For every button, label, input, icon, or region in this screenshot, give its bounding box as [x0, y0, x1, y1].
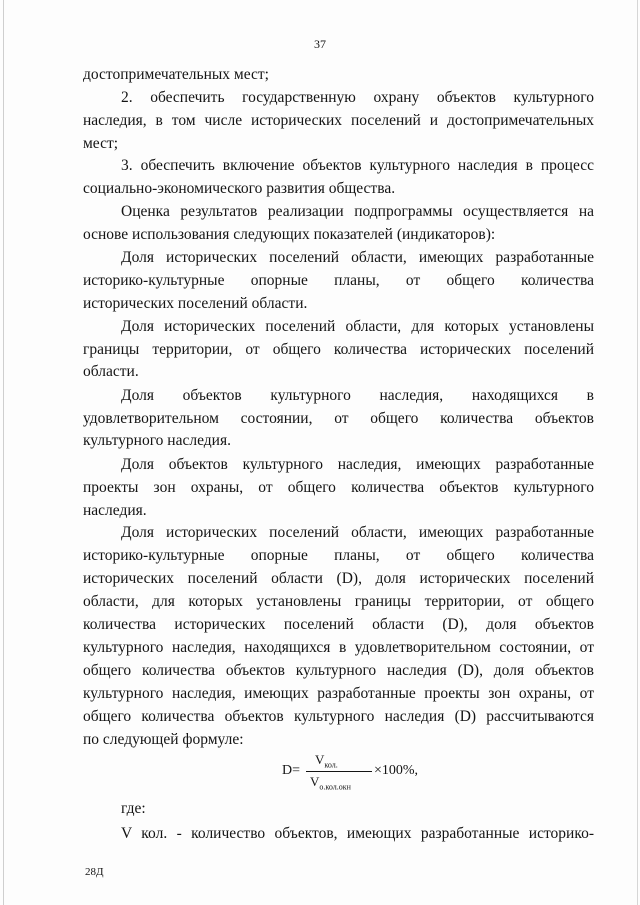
- text-line: области.: [83, 363, 139, 380]
- text-line: культурного наследия, находящихся в удовлетворительном состоянии, от: [83, 639, 594, 656]
- text-line: Доля исторических поселений области, имеющих разработанные: [121, 249, 594, 266]
- text-line: общего количества объектов культурного наследия (D), доля объектов: [83, 662, 594, 679]
- text-line: удовлетворительном состоянии, от общего количества объектов: [83, 410, 594, 427]
- text-line: культурного наследия.: [83, 432, 231, 449]
- page-number: 37: [314, 37, 326, 51]
- formula-numerator: $V_{кол.}$: [315, 752, 338, 770]
- fraction-bar: [306, 771, 372, 772]
- text-line: Доля исторических поселений области, имеющих разработанные: [121, 524, 594, 541]
- text-line: общего количества объектов культурного наследия (D) рассчитываются: [83, 708, 594, 725]
- text-line: Доля объектов культурного наследия, имеющих разработанные: [121, 456, 594, 473]
- text-line: 2. обеспечить государственную охрану объектов культурного: [121, 89, 594, 106]
- text-line: по следующей формуле:: [83, 731, 244, 748]
- text-line: Доля объектов культурного наследия, находящихся в: [121, 387, 594, 404]
- text-line: Доля исторических поселений области, для которых установлены: [121, 318, 594, 335]
- text-line: исторических поселений области (D), доля исторических поселений: [83, 570, 594, 587]
- text-line: наследия, в том числе исторических поселений и достопримечательных: [83, 112, 594, 129]
- scan-edge-right: [637, 0, 638, 905]
- text-line: области, для которых установлены границы территории, от общего: [83, 593, 594, 610]
- text-line: социально-экономического развития общества.: [83, 180, 396, 197]
- text-line: мест;: [83, 135, 119, 152]
- text-line: границы территории, от общего количества исторических поселений: [83, 341, 594, 358]
- text-line: историко-культурные опорные планы, от общего количества: [83, 272, 594, 289]
- text-line: Оценка результатов реализации подпрограммы осуществляется на: [121, 203, 594, 220]
- where-label: где:: [121, 800, 146, 817]
- text-line: 3. обеспечить включение объектов культурного наследия в процесс: [121, 157, 594, 174]
- formula: [282, 752, 442, 798]
- formula-lhs: D=: [282, 763, 301, 778]
- text-line: основе использования следующих показателей (индикаторов):: [83, 226, 496, 243]
- text-line: количества исторических поселений области (D), доля объектов: [83, 616, 594, 633]
- text-line: V кол. - количество объектов, имеющих разработанные историко-: [121, 825, 594, 842]
- footer-code: 28Д: [85, 866, 104, 878]
- formula-rhs: ×100%,: [374, 763, 419, 778]
- text-line: исторических поселений области.: [83, 295, 308, 312]
- text-line: историко-культурные опорные планы, от общего количества: [83, 547, 594, 564]
- scan-edge-left: [3, 0, 4, 905]
- text-line: проекты зон охраны, от общего количества объектов культурного: [83, 479, 594, 496]
- formula-denominator: $V_{о.кол.окн}$: [310, 774, 351, 792]
- text-line: наследия.: [83, 502, 147, 519]
- text-line: культурного наследия, имеющих разработанные проекты зон охраны, от: [83, 685, 594, 702]
- text-line: достопримечательных мест;: [83, 66, 269, 83]
